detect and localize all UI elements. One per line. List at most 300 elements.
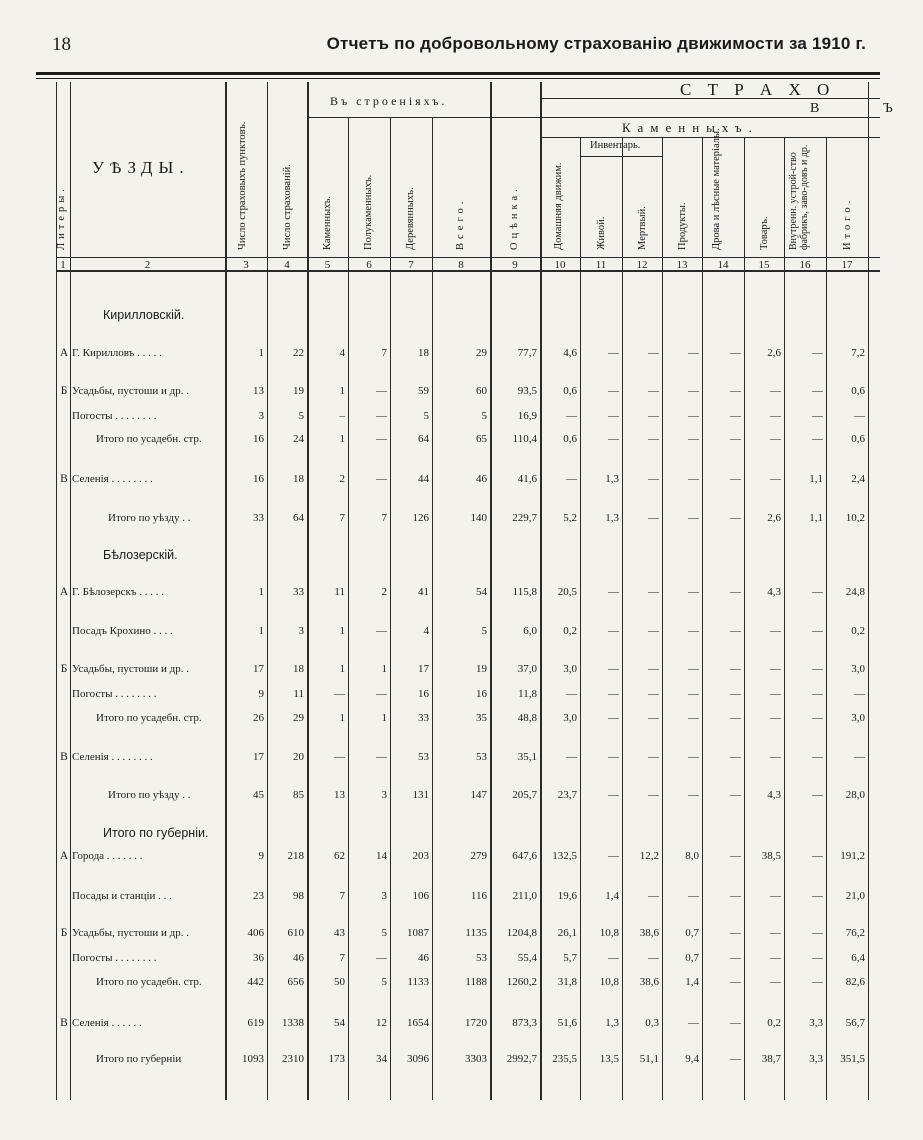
column-number: 6	[366, 259, 372, 271]
cell-col-16: —	[812, 347, 823, 359]
cell-col-17: —	[854, 751, 865, 763]
cell-col-5: 7	[339, 890, 345, 902]
header-col14: Дрова и лѣсные матеріалы.	[711, 128, 722, 250]
cell-col-11: —	[608, 952, 619, 964]
row-letter: В	[60, 1017, 68, 1029]
cell-col-10: —	[566, 410, 577, 422]
row-letter: А	[59, 850, 69, 862]
cell-col-17: 191,2	[840, 850, 865, 862]
cell-col-7: 203	[412, 850, 429, 862]
column-number: 4	[284, 259, 290, 271]
cell-col-8: 5	[481, 625, 487, 637]
cell-col-3: 33	[253, 512, 264, 524]
cell-col-7: 59	[418, 385, 429, 397]
cell-col-17: 82,6	[845, 976, 865, 988]
cell-col-13: —	[688, 385, 699, 397]
cell-col-14: —	[730, 347, 741, 359]
cell-col-5: 1	[339, 625, 345, 637]
table-row	[0, 410, 880, 430]
cell-col-15: —	[770, 410, 781, 422]
cell-col-3: 3	[258, 410, 264, 422]
header-col1: Литеры.	[56, 185, 67, 250]
row-letter: А	[59, 347, 69, 359]
cell-col-10: 0,2	[563, 625, 577, 637]
cell-col-17: 10,2	[845, 512, 865, 524]
cell-col-15: —	[770, 751, 781, 763]
cell-col-8: 65	[476, 433, 487, 445]
cell-col-14: —	[730, 751, 741, 763]
row-label: Посадъ Кроxино . . . .	[72, 625, 173, 637]
cell-col-15: —	[770, 927, 781, 939]
cell-col-9: 205,7	[512, 789, 537, 801]
table-row	[0, 976, 880, 996]
row-label: Погосты . . . . . . . .	[72, 952, 157, 964]
cell-col-8: 147	[470, 789, 487, 801]
cell-col-11: —	[608, 586, 619, 598]
cell-col-12: 38,6	[639, 927, 659, 939]
table-row	[0, 952, 880, 972]
cell-col-5: 1	[339, 433, 345, 445]
cell-col-7: 1654	[407, 1017, 429, 1029]
cell-col-12: —	[648, 347, 659, 359]
cell-col-15: —	[770, 952, 781, 964]
cell-col-6: —	[376, 410, 387, 422]
cell-col-3: 1	[258, 625, 264, 637]
cell-col-12: —	[648, 625, 659, 637]
cell-col-16: —	[812, 890, 823, 902]
column-number: 9	[512, 259, 518, 271]
cell-col-13: —	[688, 586, 699, 598]
cell-col-9: 35,1	[517, 751, 537, 763]
cell-col-9: 41,6	[517, 473, 537, 485]
cell-col-9: 77,7	[517, 347, 537, 359]
cell-col-16: —	[812, 976, 823, 988]
cell-col-9: 16,9	[517, 410, 537, 422]
cell-col-17: 24,8	[845, 586, 865, 598]
cell-col-6: 3	[381, 789, 387, 801]
cell-col-6: —	[376, 385, 387, 397]
header-rule-thin	[36, 78, 880, 79]
cell-col-6: 14	[376, 850, 387, 862]
cell-col-7: 3096	[407, 1053, 429, 1065]
cell-col-5: 2	[339, 473, 345, 485]
cell-col-7: 4	[423, 625, 429, 637]
cell-col-12: —	[648, 952, 659, 964]
row-letter: Б	[60, 385, 68, 397]
cell-col-12: 12,2	[639, 850, 659, 862]
cell-col-3: 17	[253, 751, 264, 763]
cell-col-15: 4,3	[767, 586, 781, 598]
header-col8: Всего.	[455, 197, 466, 250]
cell-col-9: 6,0	[523, 625, 537, 637]
cell-col-11: 1,4	[605, 890, 619, 902]
cell-col-3: 45	[253, 789, 264, 801]
row-letter: Б	[60, 663, 68, 675]
cell-col-7: 1133	[407, 976, 429, 988]
header-col15: Товаръ.	[759, 216, 770, 250]
cell-col-14: —	[730, 663, 741, 675]
table-row	[0, 663, 880, 683]
cell-col-4: 610	[287, 927, 304, 939]
table-row	[0, 586, 880, 606]
cell-col-5: —	[334, 688, 345, 700]
cell-col-8: 1135	[465, 927, 487, 939]
cell-col-12: —	[648, 751, 659, 763]
table-row	[0, 927, 880, 947]
cell-col-13: —	[688, 890, 699, 902]
cell-col-12: —	[648, 789, 659, 801]
cell-col-7: 18	[418, 347, 429, 359]
cell-col-5: 54	[334, 1017, 345, 1029]
cell-col-12: —	[648, 586, 659, 598]
cell-col-5: 1	[339, 712, 345, 724]
column-number: 2	[144, 259, 151, 271]
cell-col-14: —	[730, 512, 741, 524]
cell-col-16: —	[812, 850, 823, 862]
header-v: В Ъ	[810, 101, 923, 116]
cell-col-13: —	[688, 433, 699, 445]
cell-col-6: 12	[376, 1017, 387, 1029]
page-number: 18	[52, 34, 71, 55]
table-row	[0, 347, 880, 367]
cell-col-12: 51,1	[639, 1053, 659, 1065]
cell-col-12: —	[648, 688, 659, 700]
header-col7: Деревянныхъ.	[405, 187, 416, 250]
cell-col-10: —	[566, 473, 577, 485]
cell-col-16: —	[812, 410, 823, 422]
cell-col-5: 7	[339, 512, 345, 524]
cell-col-8: 3303	[465, 1053, 487, 1065]
cell-col-6: 34	[376, 1053, 387, 1065]
cell-col-6: —	[376, 952, 387, 964]
cell-col-14: —	[730, 952, 741, 964]
row-letter: В	[60, 473, 68, 485]
cell-col-11: —	[608, 850, 619, 862]
cell-col-11: —	[608, 663, 619, 675]
cell-col-16: —	[812, 586, 823, 598]
cell-col-12: —	[648, 385, 659, 397]
cell-col-14: —	[730, 1017, 741, 1029]
cell-col-7: 44	[418, 473, 429, 485]
cell-col-14: —	[730, 976, 741, 988]
cell-col-10: 20,5	[557, 586, 577, 598]
cell-col-11: 1,3	[605, 512, 619, 524]
cell-col-9: 2992,7	[506, 1053, 537, 1065]
cell-col-12: 38,6	[639, 976, 659, 988]
cell-col-14: —	[730, 789, 741, 801]
cell-col-10: 0,6	[563, 433, 577, 445]
cell-col-16: 1,1	[809, 473, 823, 485]
cell-col-14: —	[730, 712, 741, 724]
cell-col-4: 85	[293, 789, 304, 801]
cell-col-10: 51,6	[557, 1017, 577, 1029]
cell-col-5: —	[334, 751, 345, 763]
cell-col-8: 54	[476, 586, 487, 598]
cell-col-16: —	[812, 385, 823, 397]
cell-col-11: —	[608, 385, 619, 397]
cell-col-9: 211,0	[512, 890, 537, 902]
table-row	[0, 473, 880, 493]
table-row	[0, 1017, 880, 1037]
cell-col-15: 38,5	[761, 850, 781, 862]
cell-col-13: —	[688, 347, 699, 359]
row-letter: В	[60, 751, 68, 763]
header-col2: УѢЗДЫ.	[92, 158, 190, 177]
table-row	[0, 712, 880, 732]
row-label: Итого по усадебн. стр.	[96, 433, 202, 445]
cell-col-15: 2,6	[767, 512, 781, 524]
cell-col-6: 1	[381, 712, 387, 724]
cell-col-8: 46	[476, 473, 487, 485]
cell-col-11: —	[608, 688, 619, 700]
cell-col-13: —	[688, 473, 699, 485]
cell-col-8: 60	[476, 385, 487, 397]
cell-col-10: 31,8	[557, 976, 577, 988]
cell-col-3: 9	[258, 688, 264, 700]
column-number: 8	[458, 259, 464, 271]
cell-col-7: 1087	[407, 927, 429, 939]
cell-col-4: 5	[298, 410, 304, 422]
cell-col-5: 173	[328, 1053, 345, 1065]
cell-col-3: 17	[253, 663, 264, 675]
column-number: 17	[841, 259, 853, 271]
cell-col-17: —	[854, 688, 865, 700]
running-head: Отчетъ по добровольному страхованію движимости за 1910 г.	[326, 34, 866, 53]
cell-col-3: 1093	[242, 1053, 264, 1065]
row-letter: Б	[60, 927, 68, 939]
header-col3: Число страховыхъ пунктовъ.	[237, 121, 248, 250]
cell-col-13: —	[688, 751, 699, 763]
cell-col-15: 2,6	[767, 347, 781, 359]
row-label: Усадьбы, пустоши и др. .	[72, 663, 189, 675]
table-row	[0, 751, 880, 771]
cell-col-9: 93,5	[517, 385, 537, 397]
cell-col-13: 8,0	[685, 850, 699, 862]
cell-col-13: 9,4	[685, 1053, 699, 1065]
cell-col-5: 62	[334, 850, 345, 862]
cell-col-3: 23	[253, 890, 264, 902]
cell-col-9: 1260,2	[506, 976, 537, 988]
header-bottom-rule	[56, 257, 880, 258]
column-number: 11	[595, 259, 607, 271]
cell-col-3: 619	[247, 1017, 264, 1029]
subheader-rule	[540, 117, 880, 118]
cell-col-12: —	[648, 512, 659, 524]
cell-col-13: 0,7	[685, 952, 699, 964]
cell-col-9: 55,4	[517, 952, 537, 964]
cell-col-15: 0,2	[767, 1017, 781, 1029]
cell-col-7: 5	[423, 410, 429, 422]
header-inventar: Инвентарь.	[590, 140, 641, 151]
cell-col-10: 19,6	[557, 890, 577, 902]
cell-col-11: —	[608, 751, 619, 763]
cell-col-13: 1,4	[685, 976, 699, 988]
cell-col-6: 7	[381, 347, 387, 359]
cell-col-7: 46	[418, 952, 429, 964]
cell-col-15: —	[770, 976, 781, 988]
cell-col-5: 50	[334, 976, 345, 988]
column-number: 5	[324, 259, 331, 271]
row-label: Селенія . . . . . .	[72, 1017, 142, 1029]
header-col6: Полукаменныхъ.	[363, 174, 374, 250]
district-heading: Кирилловскій.	[103, 308, 185, 322]
cell-col-14: —	[730, 473, 741, 485]
cell-col-3: 1	[258, 586, 264, 598]
cell-col-4: 18	[293, 473, 304, 485]
cell-col-13: —	[688, 410, 699, 422]
cell-col-15: —	[770, 385, 781, 397]
cell-col-17: 7,2	[851, 347, 865, 359]
column-number: 13	[676, 259, 688, 271]
cell-col-14: —	[730, 433, 741, 445]
cell-col-16: —	[812, 789, 823, 801]
cell-col-12: —	[648, 433, 659, 445]
cell-col-10: —	[566, 688, 577, 700]
cell-col-15: —	[770, 625, 781, 637]
cell-col-3: 16	[253, 433, 264, 445]
cell-col-6: —	[376, 688, 387, 700]
column-number: 16	[799, 259, 811, 271]
cell-col-3: 406	[247, 927, 264, 939]
cell-col-4: 20	[293, 751, 304, 763]
table-row	[0, 385, 880, 405]
cell-col-3: 16	[253, 473, 264, 485]
table-row	[0, 850, 880, 870]
cell-col-16: —	[812, 927, 823, 939]
cell-col-8: 116	[470, 890, 487, 902]
cell-col-4: 98	[293, 890, 304, 902]
table-row	[0, 789, 880, 809]
table-row	[0, 1053, 880, 1073]
cell-col-16: —	[812, 663, 823, 675]
cell-col-12: —	[648, 473, 659, 485]
cell-col-16: 3,3	[809, 1017, 823, 1029]
cell-col-4: 22	[293, 347, 304, 359]
cell-col-8: 1720	[465, 1017, 487, 1029]
cell-col-9: 11,8	[518, 688, 537, 700]
cell-col-7: 17	[418, 663, 429, 675]
cell-col-6: 7	[381, 512, 387, 524]
row-label: Итого по уѣзду . .	[108, 512, 191, 524]
header-col10: Домашняя движим.	[553, 162, 564, 250]
cell-col-12: —	[648, 663, 659, 675]
cell-col-8: 16	[476, 688, 487, 700]
cell-col-15: —	[770, 663, 781, 675]
cell-col-3: 442	[247, 976, 264, 988]
table-row	[0, 890, 880, 910]
column-number: 15	[758, 259, 770, 271]
header-strakh: С Т Р А Х О	[680, 80, 836, 99]
cell-col-9: 37,0	[517, 663, 537, 675]
header-kamennykh: Каменныхъ.	[622, 120, 759, 135]
cell-col-4: 19	[293, 385, 304, 397]
cell-col-11: —	[608, 789, 619, 801]
header-col17: Итого.	[842, 196, 853, 250]
district-heading: Бѣлозерскій.	[103, 548, 178, 562]
cell-col-5: 7	[339, 952, 345, 964]
cell-col-15: —	[770, 712, 781, 724]
cell-col-17: 3,0	[851, 712, 865, 724]
cell-col-3: 26	[253, 712, 264, 724]
cell-col-7: 106	[412, 890, 429, 902]
row-label: Города . . . . . . .	[72, 850, 143, 862]
row-label: Посады и станціи . . .	[72, 890, 172, 902]
cell-col-6: —	[376, 473, 387, 485]
header-col5: Каменныхъ.	[322, 195, 333, 250]
cell-col-6: 5	[381, 927, 387, 939]
cell-col-16: 3,3	[809, 1053, 823, 1065]
cell-col-11: —	[608, 410, 619, 422]
cell-col-13: —	[688, 512, 699, 524]
cell-col-8: 279	[470, 850, 487, 862]
cell-col-5: 4	[339, 347, 345, 359]
cell-col-17: 351,5	[840, 1053, 865, 1065]
cell-col-17: 76,2	[845, 927, 865, 939]
cell-col-11: 13,5	[599, 1053, 619, 1065]
cell-col-4: 218	[287, 850, 304, 862]
cell-col-8: 5	[481, 410, 487, 422]
cell-col-4: 1338	[282, 1017, 304, 1029]
table-row	[0, 688, 880, 708]
cell-col-5: 1	[339, 663, 345, 675]
cell-col-12: —	[648, 890, 659, 902]
cell-col-4: 18	[293, 663, 304, 675]
column-number: 12	[636, 259, 648, 271]
row-label: Усадьбы, пустоши и др. .	[72, 927, 189, 939]
table-row	[0, 512, 880, 532]
cell-col-11: —	[608, 625, 619, 637]
cell-col-11: 10,8	[599, 927, 619, 939]
cell-col-14: —	[730, 927, 741, 939]
cell-col-13: —	[688, 663, 699, 675]
cell-col-16: —	[812, 688, 823, 700]
cell-col-7: 41	[418, 586, 429, 598]
cell-col-10: 3,0	[563, 663, 577, 675]
cell-col-14: —	[730, 586, 741, 598]
column-number: 10	[554, 259, 566, 271]
cell-col-13: —	[688, 712, 699, 724]
cell-col-7: 16	[418, 688, 429, 700]
cell-col-9: 647,6	[512, 850, 537, 862]
cell-col-6: —	[376, 433, 387, 445]
column-number: 14	[717, 259, 729, 271]
row-label: Итого по губерніи	[96, 1053, 182, 1065]
cell-col-14: —	[730, 890, 741, 902]
cell-col-10: —	[566, 751, 577, 763]
cell-col-14: —	[730, 385, 741, 397]
cell-col-11: 1,3	[605, 473, 619, 485]
cell-col-8: 19	[476, 663, 487, 675]
cell-col-5: 43	[334, 927, 345, 939]
cell-col-12: 0,3	[645, 1017, 659, 1029]
cell-col-17: 0,6	[851, 385, 865, 397]
cell-col-17: 0,2	[851, 625, 865, 637]
cell-col-8: 29	[476, 347, 487, 359]
cell-col-10: 132,5	[552, 850, 577, 862]
header-col16: Внутренн. устрой-ство фабрикъ, заво-довъ и др.	[788, 144, 810, 250]
cell-col-9: 873,3	[512, 1017, 537, 1029]
cell-col-14: —	[730, 688, 741, 700]
cell-col-6: 1	[381, 663, 387, 675]
cell-col-10: 3,0	[563, 712, 577, 724]
cell-col-5: 11	[334, 586, 345, 598]
subheader-rule	[307, 117, 540, 118]
cell-col-17: 28,0	[845, 789, 865, 801]
cell-col-6: 3	[381, 890, 387, 902]
header-col9: Оцѣнка.	[509, 185, 520, 250]
header-col13: Продукты.	[677, 202, 688, 250]
cell-col-11: —	[608, 433, 619, 445]
